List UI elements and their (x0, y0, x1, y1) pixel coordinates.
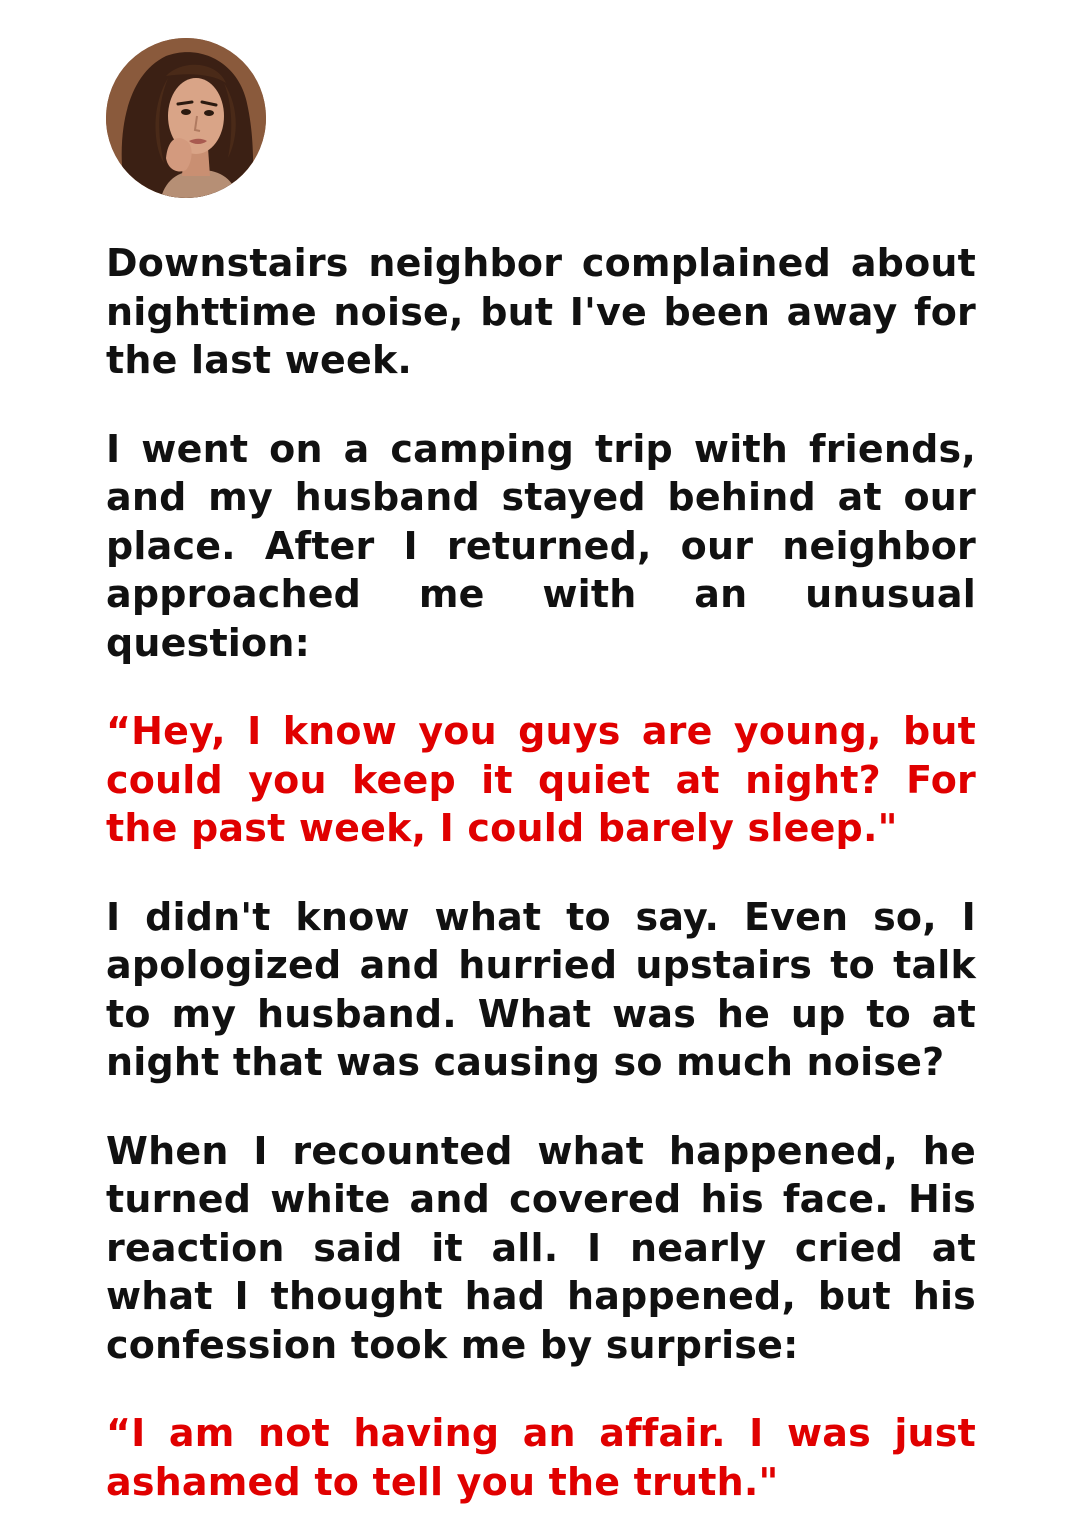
avatar (106, 38, 266, 198)
story-paragraph-confronting-husband: I didn't know what to say. Even so, I apologized and hurried upstairs to talk to my husband. What was he up to at night that was causing so much noise? (106, 894, 976, 1084)
story-paragraph-husband-reaction: When I recounted what happened, he turned white and covered his face. His reaction said it all. I nearly cried at what I thought had happened, but his confession took me by surprise: (106, 1128, 976, 1367)
neighbor-quote: “Hey, I know you guys are young, but could you keep it quiet at night? For the past week, I could barely sleep." (106, 709, 976, 850)
story-paragraph-neighbor-complaint: Downstairs neighbor complained about nighttime noise, but I've been away for the last week. (106, 241, 976, 382)
story-text (106, 239, 976, 1506)
woman-portrait-icon (106, 38, 266, 198)
story-paragraph-camping-trip: I went on a camping trip with friends, and my husband stayed behind at our place. After I returned, our neighbor approached me with an unusual question: (106, 426, 976, 665)
husband-quote: “I am not having an affair. I was just ashamed to tell you the truth." (106, 1411, 976, 1504)
